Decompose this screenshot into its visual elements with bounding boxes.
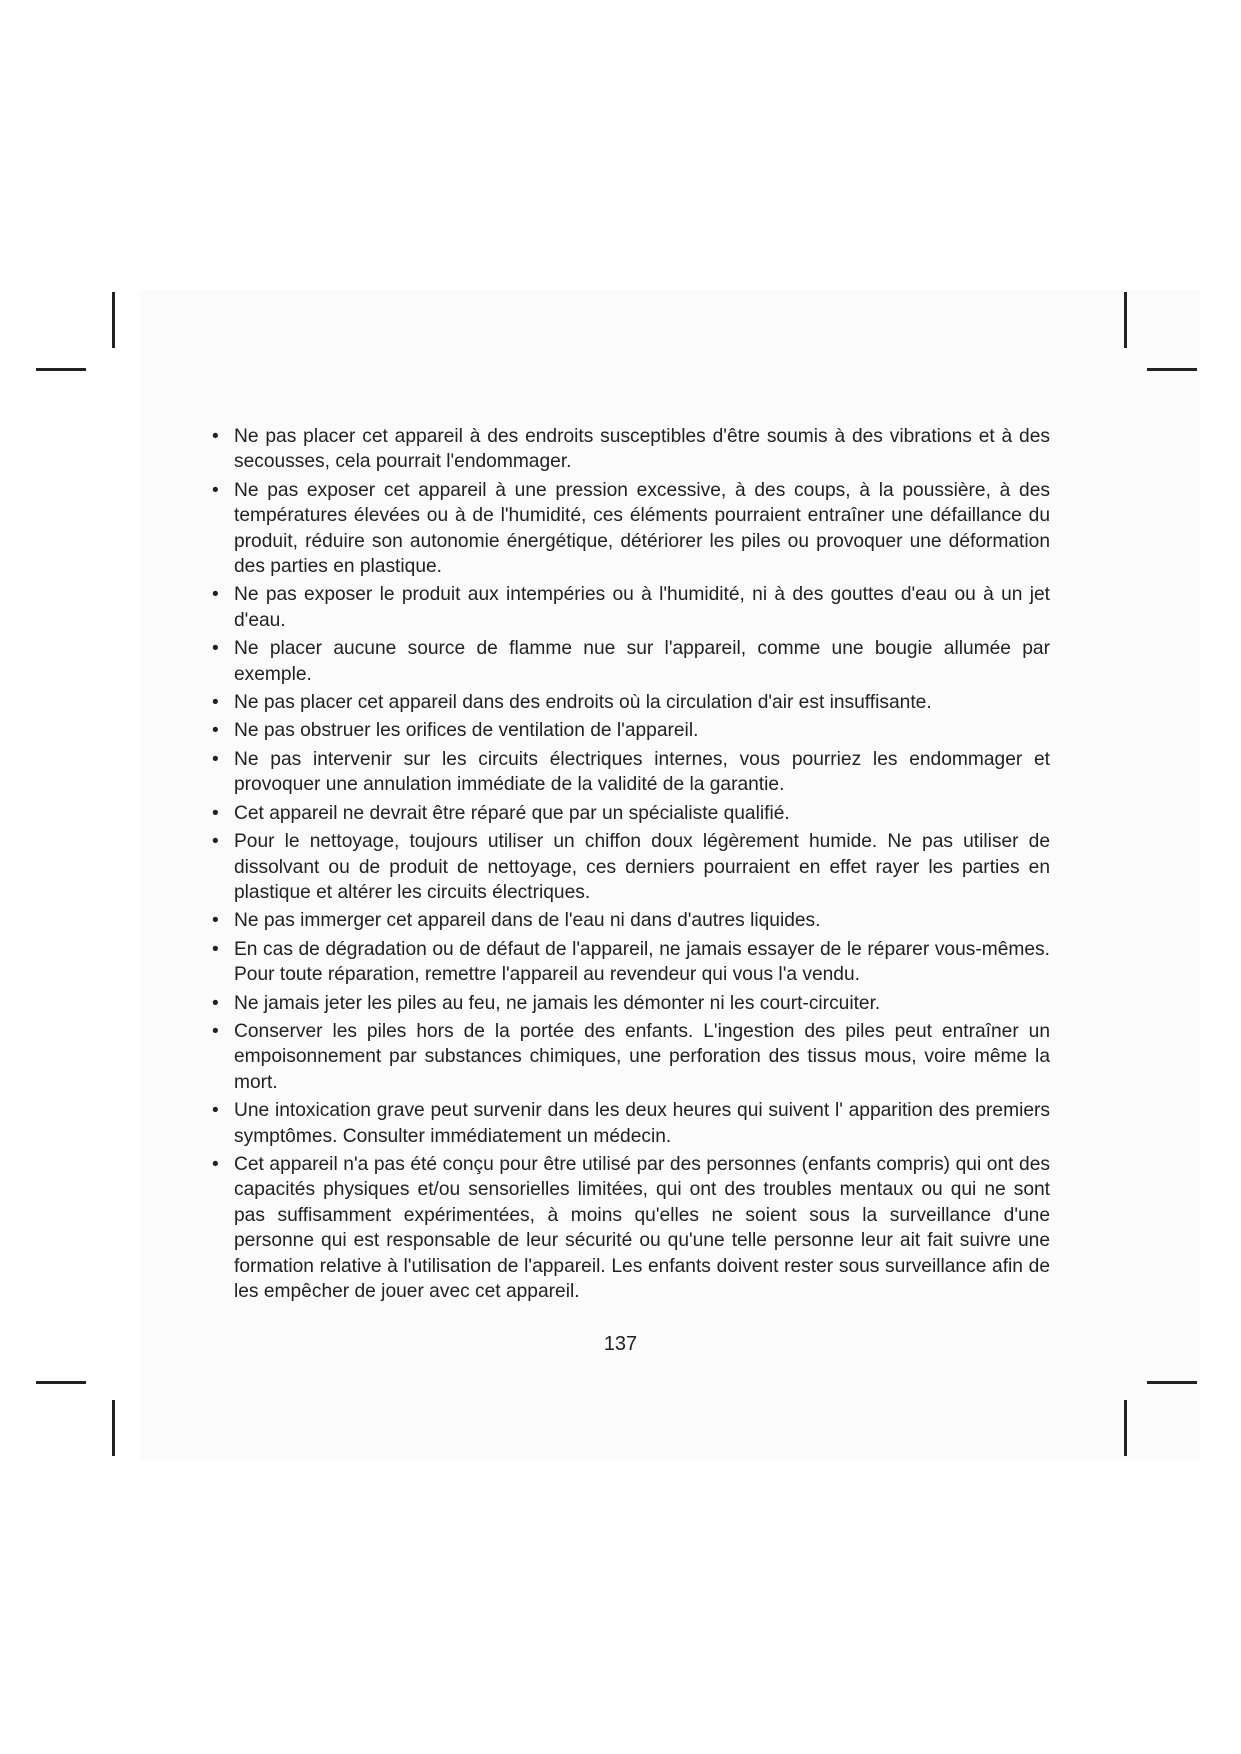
bullet-icon: • xyxy=(212,748,219,770)
warning-text: Ne jamais jeter les piles au feu, ne jamais les démonter ni les court-circuiter. xyxy=(234,992,881,1014)
warning-item xyxy=(212,937,1050,988)
warning-item xyxy=(212,991,1050,1016)
warning-text: Cet appareil n'a pas été conçu pour être utilisé par des personnes (enfants compris) qui ont des capacités physiques et/ou sensorielles limitées, qui ont des troubles mentaux ou qui ne sont pas suffisamment expérimentées, à moins qu'elles ne soient sous la surveillance d'une personne qui est responsable de leur sécurité ou qu'une telle personne leur ait fait suivre une formation relative à l'utilisation de l'appareil. Les enfants doivent rester sous surveillance afin de les empêcher de jouer avec cet appareil. xyxy=(234,1153,1050,1302)
warning-item xyxy=(212,801,1050,826)
warning-text: Ne pas immerger cet appareil dans de l'eau ni dans d'autres liquides. xyxy=(234,910,821,932)
crop-mark-top-right-vertical xyxy=(1124,292,1127,348)
bullet-icon: • xyxy=(212,802,219,824)
warning-text: Ne pas obstruer les orifices de ventilation de l'appareil. xyxy=(234,720,699,742)
bullet-icon: • xyxy=(212,1100,219,1122)
bullet-icon: • xyxy=(212,1020,219,1042)
bullet-icon: • xyxy=(212,1153,219,1175)
warning-text: En cas de dégradation ou de défaut de l'appareil, ne jamais essayer de le réparer vous-mêmes. Pour toute réparation, remettre l'appareil au revendeur qui vous l'a vendu. xyxy=(234,938,1050,986)
bullet-icon: • xyxy=(212,692,219,714)
crop-mark-top-left-horizontal xyxy=(36,368,86,371)
crop-mark-bottom-left-horizontal xyxy=(36,1381,86,1384)
warning-text: Ne pas placer cet appareil à des endroits susceptibles d'être soumis à des vibrations et à des secousses, cela pourrait l'endommager. xyxy=(234,426,1050,473)
crop-mark-bottom-left-vertical xyxy=(112,1400,115,1456)
warning-text: Ne pas exposer le produit aux intempéries ou à l'humidité, ni à des gouttes d'eau ou à un jet d'eau. xyxy=(234,584,1050,631)
page-number: 137 xyxy=(603,1333,638,1355)
warning-item xyxy=(212,718,1050,743)
warning-item xyxy=(212,636,1050,687)
crop-mark-top-right-horizontal xyxy=(1147,368,1197,371)
bullet-icon: • xyxy=(212,426,219,447)
warning-item xyxy=(212,478,1050,580)
warning-text: Ne pas intervenir sur les circuits électriques internes, vous pourriez les endommager et provoquer une annulation immédiate de la validité de la garantie. xyxy=(234,748,1050,796)
warning-item xyxy=(212,690,1050,715)
crop-mark-top-left-vertical xyxy=(112,292,115,348)
warning-text: Ne pas exposer cet appareil à une pression excessive, à des coups, à la poussière, à des températures élevées ou à de l'humidité, ces éléments pourraient entraîner une défaillance du produit, réduire son autonomie énergétique, détériorer les piles ou provoquer une déformation des parties en plastique. xyxy=(234,479,1050,578)
crop-mark-bottom-right-vertical xyxy=(1124,1400,1127,1456)
warning-text: Ne placer aucune source de flamme nue sur l'appareil, comme une bougie allumée par exemple. xyxy=(234,638,1050,685)
warning-item xyxy=(212,1152,1050,1304)
warning-text: Pour le nettoyage, toujours utiliser un chiffon doux légèrement humide. Ne pas utiliser de dissolvant ou de produit de nettoyage, ces derniers pourraient en effet rayer les parties en plastique et altérer les circuits électriques. xyxy=(234,831,1050,903)
crop-mark-bottom-right-horizontal xyxy=(1147,1381,1197,1384)
bullet-icon: • xyxy=(212,479,219,501)
warning-list xyxy=(212,424,1050,1304)
warning-item xyxy=(212,747,1050,798)
warning-item xyxy=(212,829,1050,905)
bullet-icon: • xyxy=(212,938,219,960)
warning-text: Une intoxication grave peut survenir dans les deux heures qui suivent l' apparition des premiers symptômes. Consulter immédiatement un médecin. xyxy=(234,1100,1050,1147)
bullet-icon: • xyxy=(212,720,219,742)
warning-text: Ne pas placer cet appareil dans des endroits où la circulation d'air est insuffisante. xyxy=(234,692,932,714)
bullet-icon: • xyxy=(212,584,219,606)
safety-instructions xyxy=(212,424,1050,1307)
warning-item xyxy=(212,1019,1050,1095)
warning-item xyxy=(212,424,1050,475)
warning-item xyxy=(212,582,1050,633)
warning-text: Cet appareil ne devrait être réparé que par un spécialiste qualifié. xyxy=(234,802,790,824)
warning-text: Conserver les piles hors de la portée des enfants. L'ingestion des piles peut entraîner un empoisonnement par substances chimiques, une perforation des tissus mous, voire même la mort. xyxy=(234,1020,1050,1093)
bullet-icon: • xyxy=(212,831,219,853)
warning-item xyxy=(212,908,1050,933)
warning-item xyxy=(212,1098,1050,1149)
bullet-icon: • xyxy=(212,910,219,932)
bullet-icon: • xyxy=(212,638,219,660)
bullet-icon: • xyxy=(212,992,219,1014)
